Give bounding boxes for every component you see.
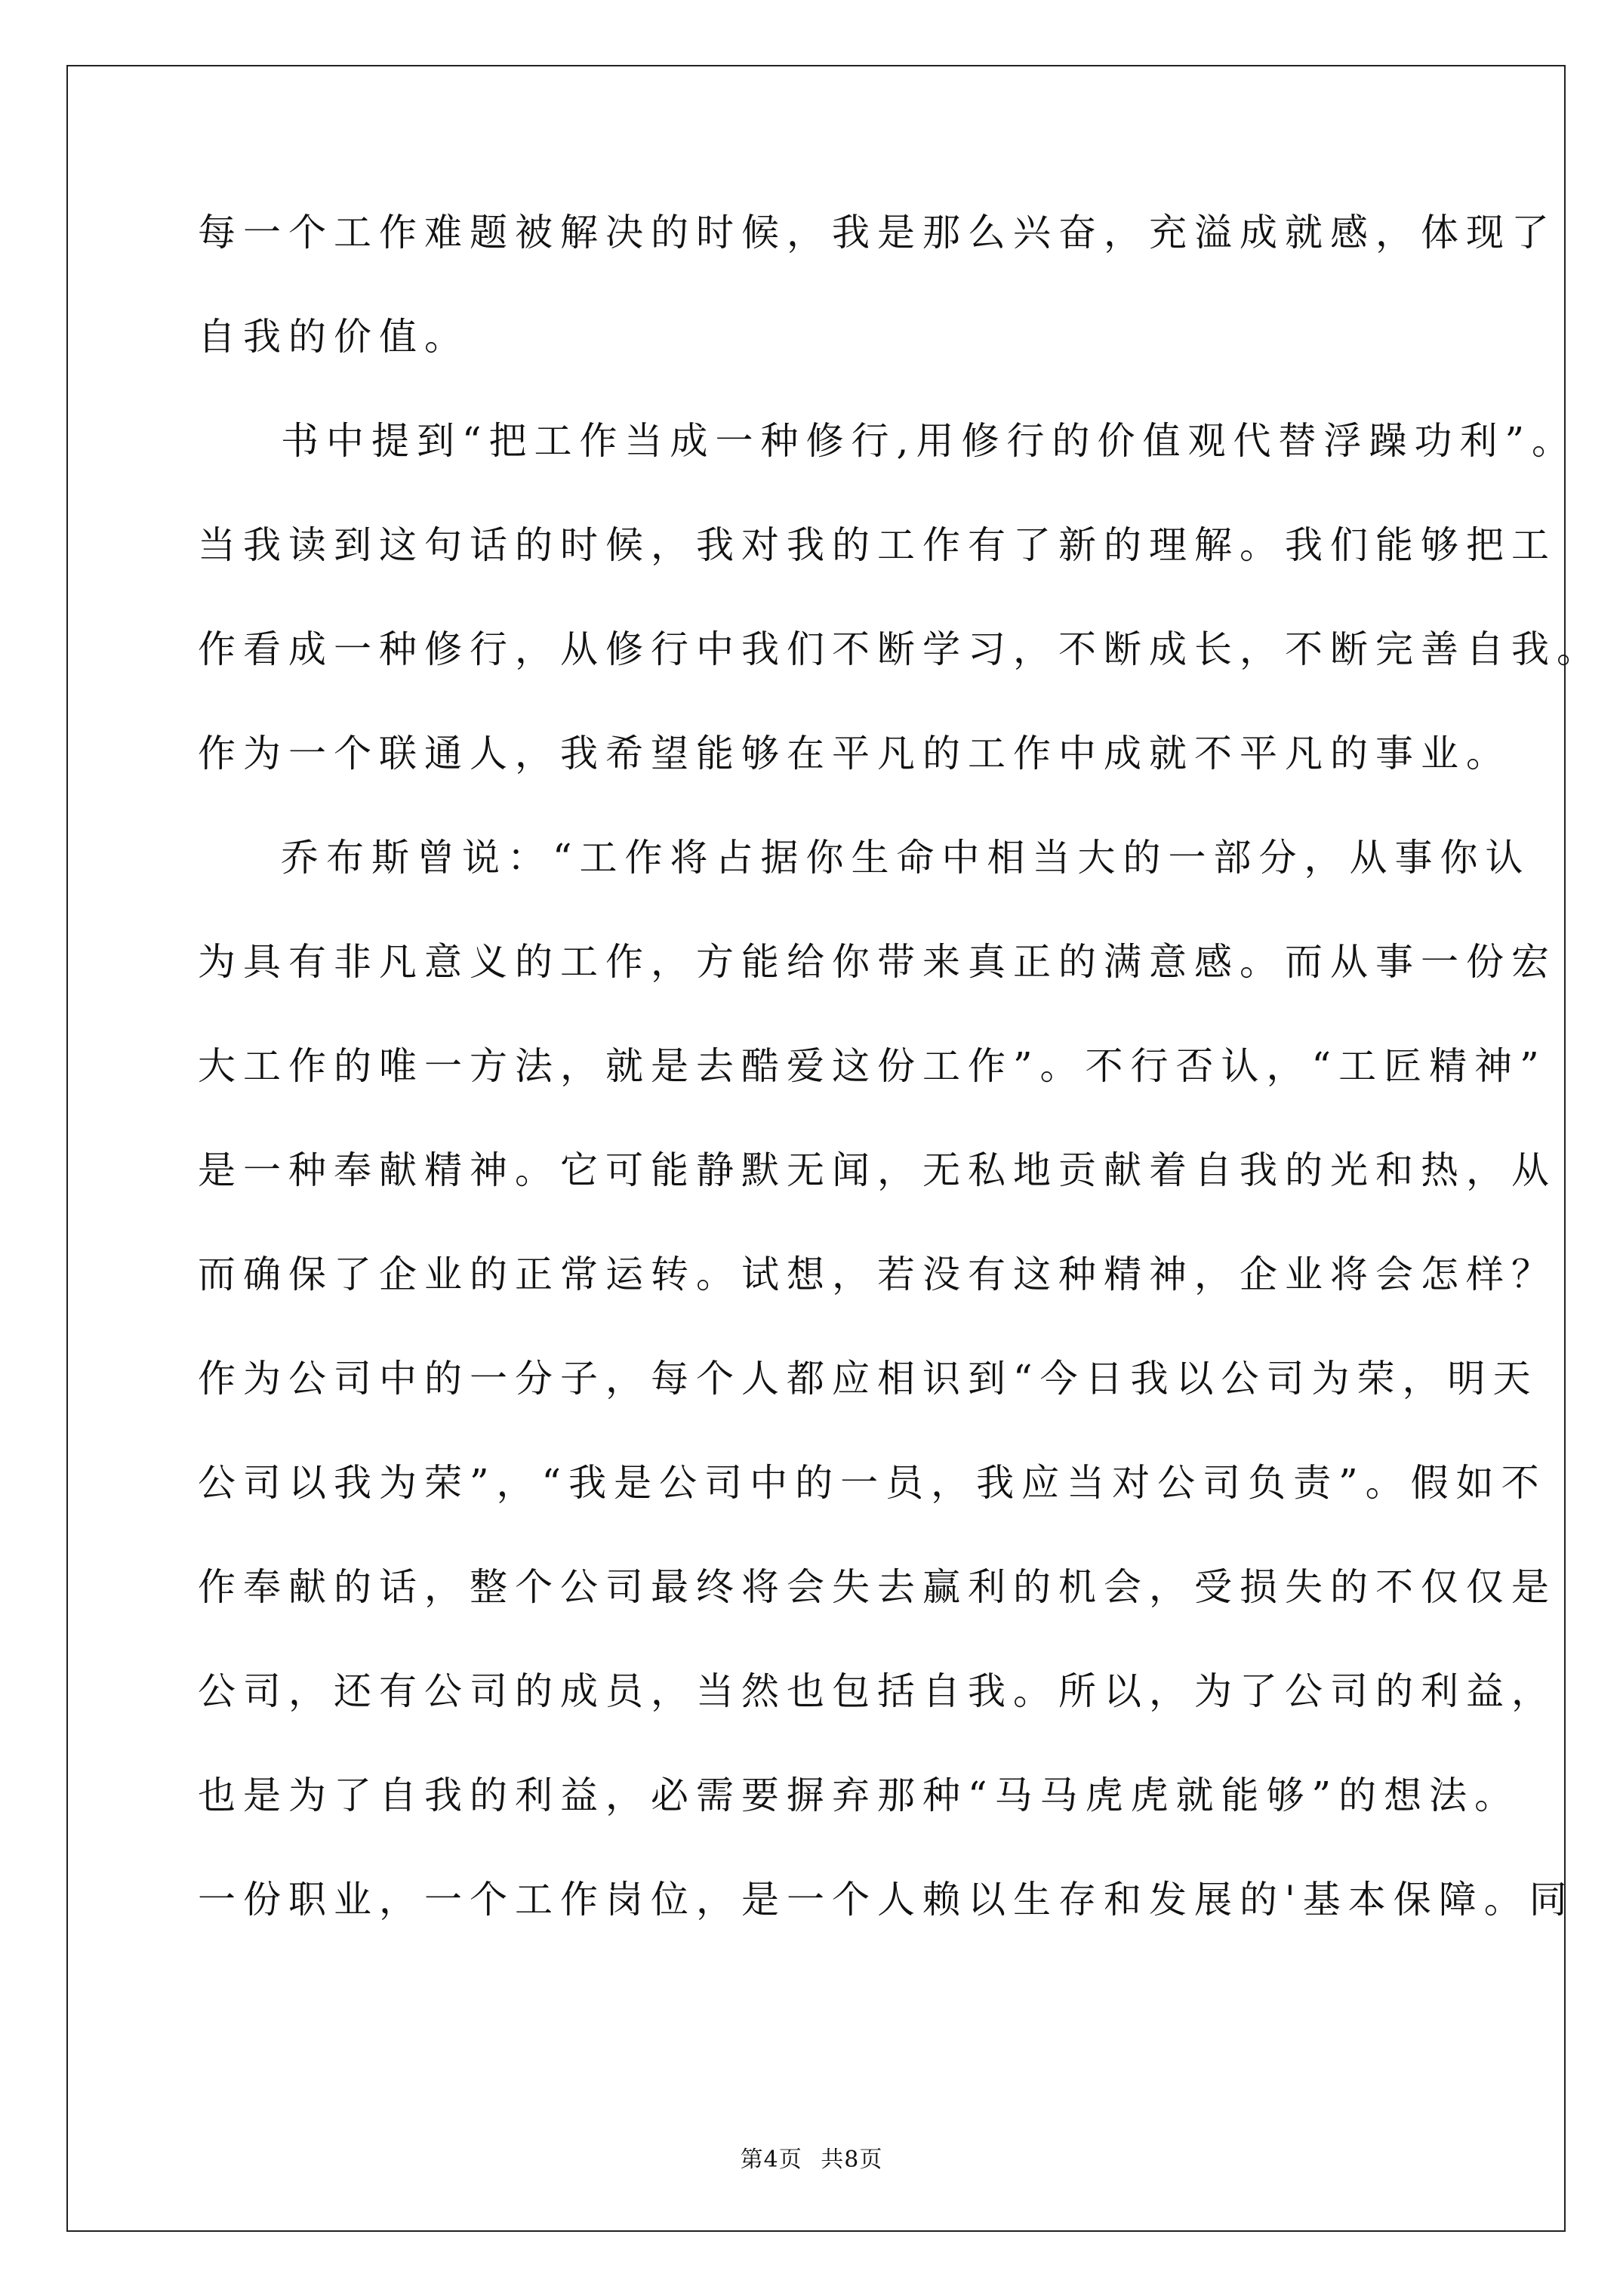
- text-line: 作看成一种修行，从修行中我们不断学习，不断成长，不断完善自我。: [198, 627, 1602, 671]
- document-body: [198, 205, 1602, 1977]
- text-line: 自我的价值。: [198, 315, 470, 359]
- text-line: 大工作的唯一方法，就是去酷爱这份工作”。不行否认，“工匠精神”: [198, 1044, 1547, 1088]
- text-line: 也是为了自我的利益，必需要摒弃那种“马马虎虎就能够”的想法。: [198, 1774, 1520, 1817]
- text-line: 一份职业，一个工作岗位，是一个人赖以生存和发展的'基本保障。同: [198, 1878, 1575, 1922]
- text-line: 每一个工作难题被解决的时候，我是那么兴奋，充溢成就感，体现了: [198, 211, 1557, 254]
- text-line: 作为公司中的一分子，每个人都应相识到“今日我以公司为荣，明天: [198, 1357, 1538, 1401]
- text-line: 公司，还有公司的成员，当然也包括自我。所以，为了公司的利益，: [198, 1669, 1557, 1713]
- page-number-footer: 第4页 共8页: [740, 2147, 883, 2173]
- paragraph-first-line: 书中提到“把工作当成一种修行,用修行的价值观代替浮躁功利”。: [281, 419, 1578, 463]
- text-line: 为具有非凡意义的工作，方能给你带来真正的满意感。而从事一份宏: [198, 940, 1557, 984]
- text-line: 当我读到这句话的时候，我对我的工作有了新的理解。我们能够把工: [198, 523, 1557, 567]
- text-line: 而确保了企业的正常运转。试想，若没有这种精神，企业将会怎样？: [198, 1253, 1557, 1296]
- text-line: 作为一个联通人，我希望能够在平凡的工作中成就不平凡的事业。: [198, 732, 1511, 775]
- text-line: 公司以我为荣”，“我是公司中的一员，我应当对公司负责”。假如不: [198, 1461, 1547, 1505]
- text-line: 是一种奉献精神。它可能静默无闻，无私地贡献着自我的光和热，从: [198, 1148, 1557, 1192]
- text-line: 作奉献的话，整个公司最终将会失去赢利的机会，受损失的不仅仅是: [198, 1565, 1557, 1609]
- paragraph-first-line: 乔布斯曾说：“工作将占据你生命中相当大的一部分，从事你认: [281, 836, 1531, 880]
